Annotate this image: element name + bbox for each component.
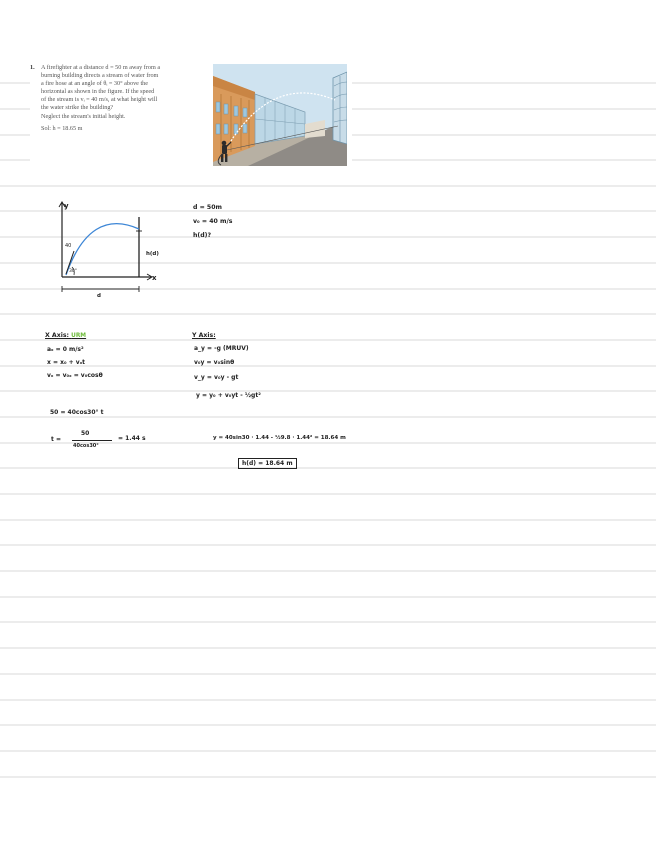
- y-equation: y = 40sin30 · 1.44 - ½9.8 · 1.44² = 18.64 m: [213, 435, 346, 441]
- y-axis-label: y: [64, 202, 69, 210]
- x-axis-heading-text: X Axis:: [45, 332, 69, 339]
- x-axis-note: URM: [71, 333, 87, 339]
- x-eq-position: x = x₀ + vₓt: [47, 359, 86, 366]
- x-axis-label: x: [152, 274, 157, 282]
- problem-line: burning building directs a stream of water from: [41, 72, 159, 80]
- problem-line: horizontal as shown in the figure. If the speed: [41, 88, 155, 96]
- problem-solution: Sol: h = 18.65 m: [41, 124, 83, 132]
- y-axis-heading: Y Axis:: [192, 332, 216, 339]
- velocity-label: 40: [65, 243, 72, 249]
- x-eq-acceleration: aₓ = 0 m/s²: [47, 346, 84, 353]
- y-eq-position: y = y₀ + v₀yt - ½gt²: [196, 392, 261, 399]
- final-answer-box: h(d) = 18.64 m: [238, 458, 297, 469]
- t-result: = 1.44 s: [118, 435, 146, 442]
- trajectory-curve: [66, 224, 139, 275]
- y-eq-acceleration: a_y = -g (MRUV): [194, 345, 249, 352]
- given-unknown: h(d)?: [193, 232, 212, 239]
- y-eq-velocity: v_y = v₀y - gt: [194, 374, 239, 381]
- given-velocity: v₀ = 40 m/s: [193, 218, 233, 225]
- t-label: t =: [51, 436, 61, 443]
- height-label: h(d): [146, 251, 159, 257]
- trajectory-sketch: [52, 197, 172, 303]
- x-eq-velocity: vₓ = v₀ₓ = v₀cosθ: [47, 372, 103, 379]
- t-numerator: 50: [81, 430, 90, 437]
- problem-line: A firefighter at a distance d = 50 m away from a: [41, 64, 161, 71]
- problem-line: a fire hose at an angle of θᵢ = 30° above the: [41, 80, 149, 88]
- fraction-bar: [72, 440, 112, 441]
- given-distance: d = 50m: [193, 204, 222, 211]
- work-step-1: 50 = 40cos30° t: [50, 409, 104, 416]
- x-axis-heading: [45, 332, 86, 339]
- problem-line: the water strike the building?: [41, 104, 114, 112]
- problem-line: Neglect the stream's initial height.: [41, 112, 126, 120]
- angle-label: 30°: [69, 269, 77, 274]
- problem-statement: [30, 64, 206, 133]
- distance-label: d: [97, 293, 101, 299]
- t-denominator: 40cos30°: [73, 443, 99, 449]
- problem-line: of the stream is vᵢ = 40 m/s, at what height will: [41, 96, 158, 104]
- y-eq-initial-velocity: v₀y = v₀sinθ: [194, 359, 235, 366]
- problem-number: 1.: [30, 64, 35, 71]
- firefighter-building-illustration: [213, 64, 347, 166]
